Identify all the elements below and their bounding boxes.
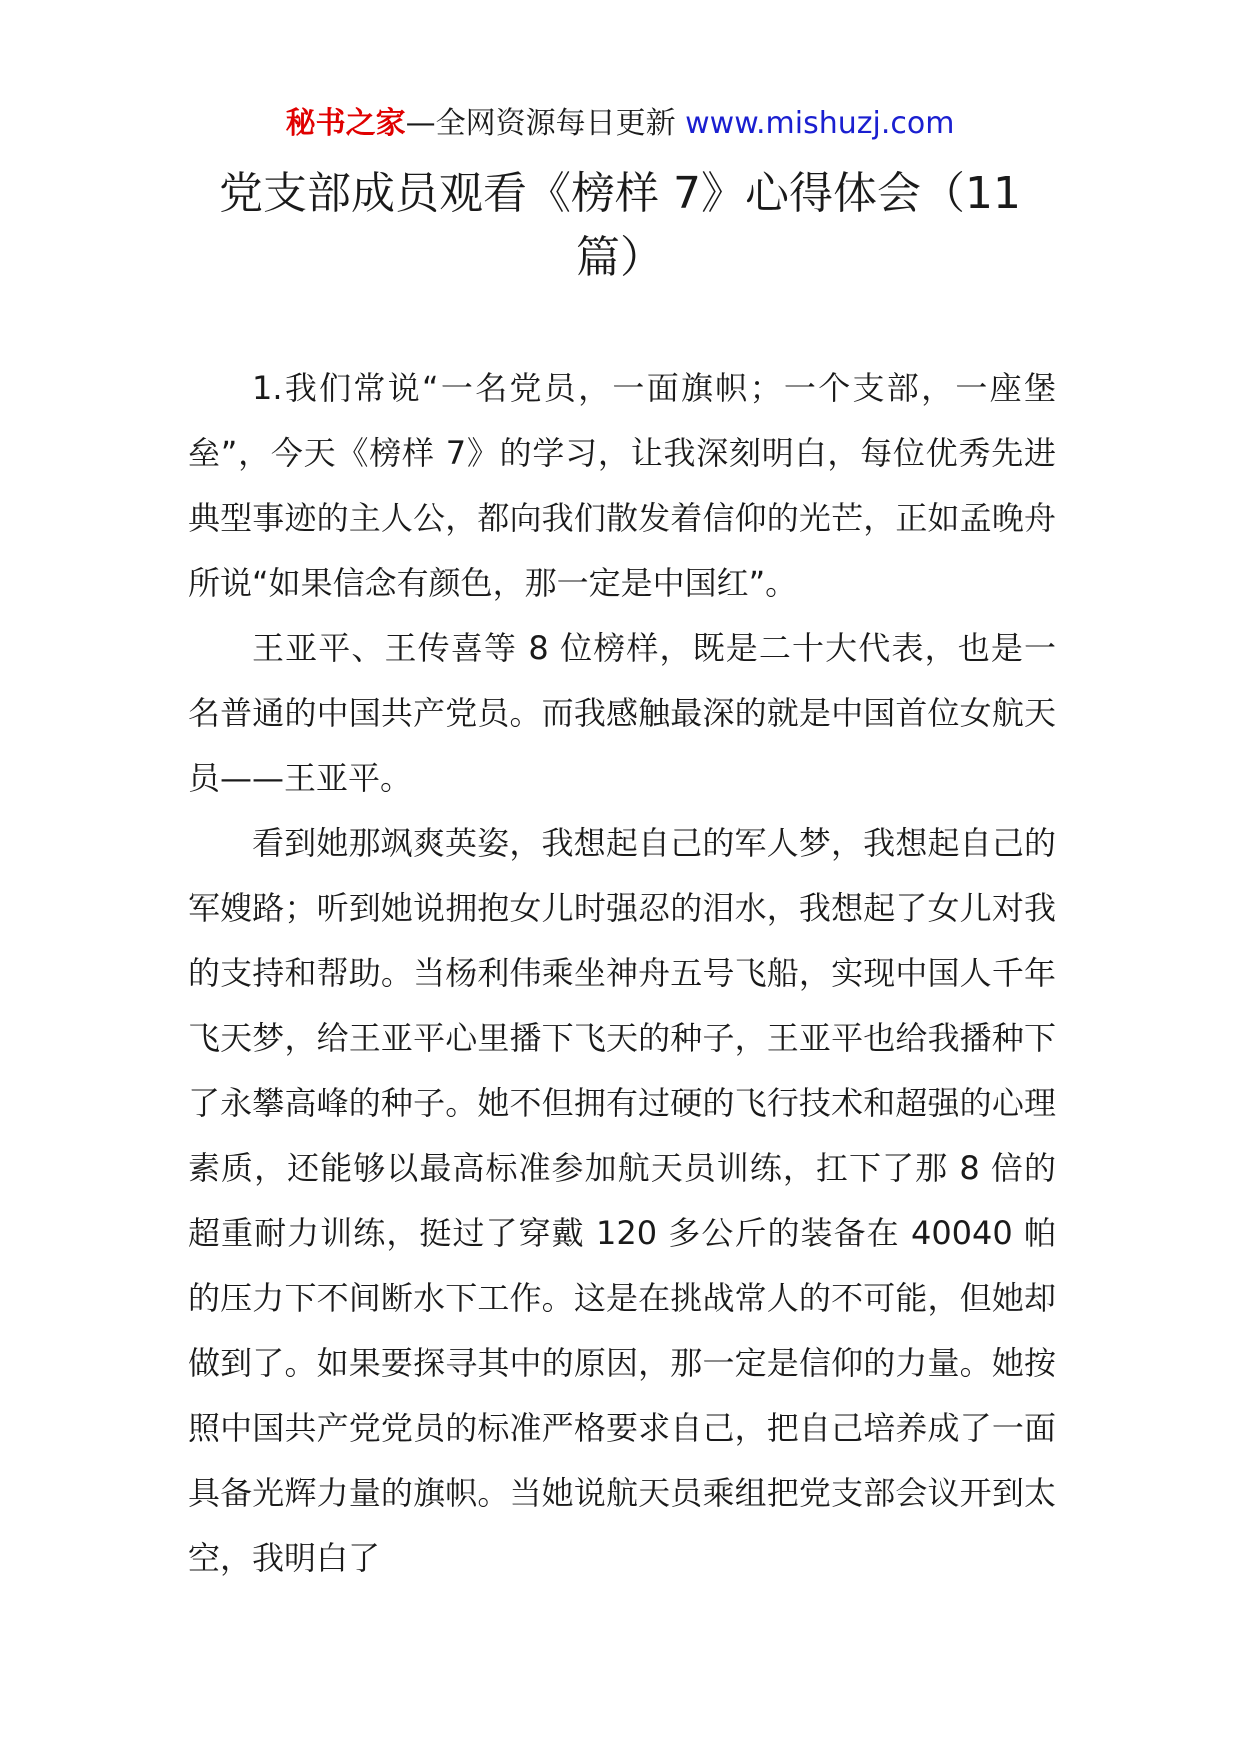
site-url-link[interactable]: www.mishuzj.com (685, 106, 955, 141)
document-body (188, 356, 1056, 1591)
site-brand: 秘书之家 (285, 106, 406, 141)
paragraph-2: 王亚平、王传喜等 8 位榜样，既是二十大代表，也是一名普通的中国共产党员。而我感触最深的就是中国首位女航天员——王亚平。 (188, 629, 1056, 797)
document-title: 党支部成员观看《榜样 7》心得体会（11 篇） (219, 168, 1021, 283)
site-tagline: —全网资源每日更新 (405, 106, 686, 141)
paragraph-3: 看到她那飒爽英姿，我想起自己的军人梦，我想起自己的军嫂路；听到她说拥抱女儿时强忍的泪水，我想起了女儿对我的支持和帮助。当杨利伟乘坐神舟五号飞船，实现中国人千年飞天梦，给王亚平心里播下飞天的种子，王亚平也给我播种下了永攀高峰的种子。她不但拥有过硬的飞行技术和超强的心理素质，还能够以最高标准参加航天员训练，扛下了那 8 倍的超重耐力训练，挺过了穿戴 120 多公斤的装备在 40040 帕的压力下不间断水下工作。这是在挑战常人的不可能，但她却做到了。如果要探寻其中的原因，那一定是信仰的力量。她按照中国共产党党员的标准严格要求自己，把自己培养成了一面具备光辉力量的旗帜。当她说航天员乘组把党支部会议开到太空，我明白了 (188, 824, 1056, 1577)
site-header (0, 104, 1240, 144)
paragraph-1: 1.我们常说“一名党员，一面旗帜；一个支部，一座堡垒”，今天《榜样 7》的学习，让我深刻明白，每位优秀先进典型事迹的主人公，都向我们散发着信仰的光芒，正如孟晚舟所说“如果信念有颜色，那一定是中国红”。 (188, 369, 1056, 602)
